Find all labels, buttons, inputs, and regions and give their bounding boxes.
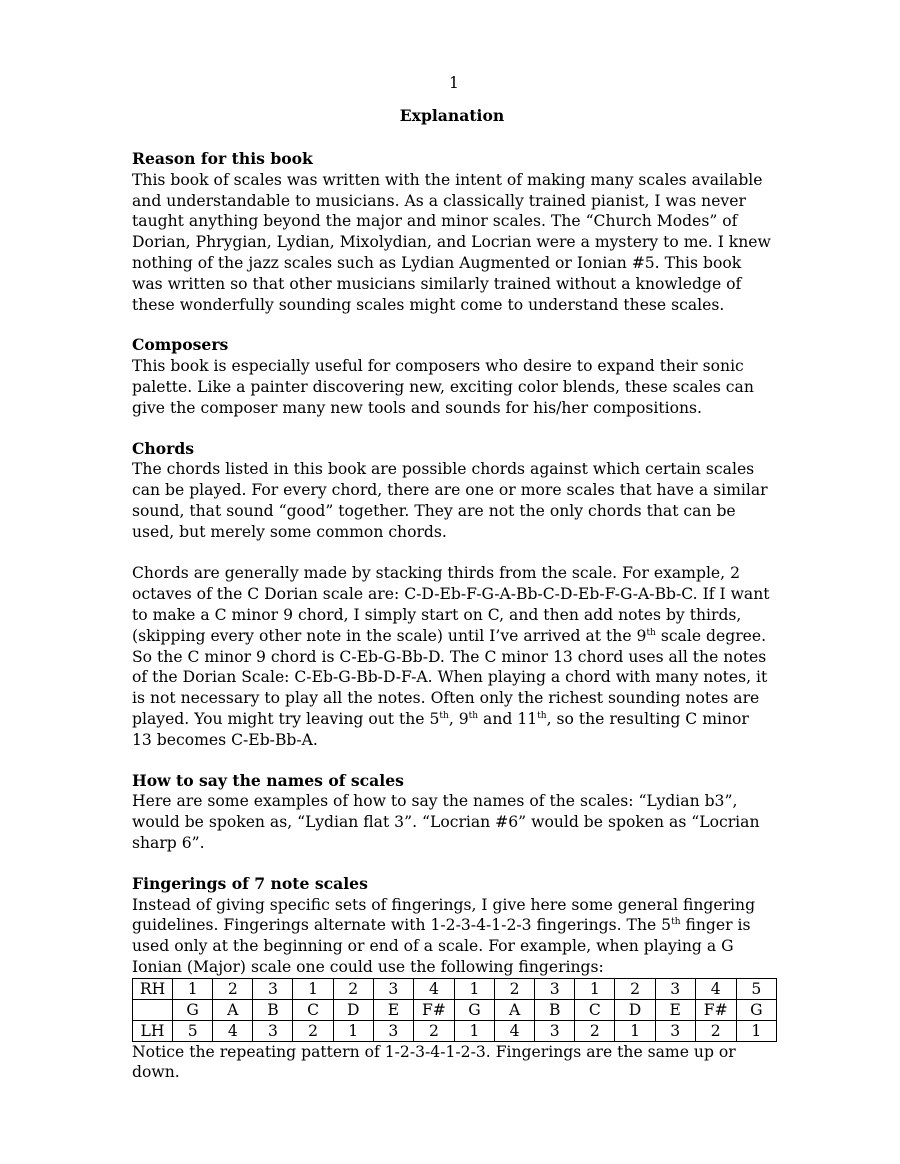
section-text-names: Here are some examples of how to say the names of the scales: “Lydian b3”, would be spoken as, “Lydian flat 3”. “Locrian #6” would be spoken as “Locrian sharp 6”. (132, 792, 760, 852)
table-cell: B (535, 999, 575, 1020)
table-row-lh (133, 1020, 777, 1041)
section-composers (132, 335, 772, 418)
section-names (132, 771, 772, 854)
table-cell: 1 (454, 978, 494, 999)
table-cell: C (293, 999, 333, 1020)
table-cell: G (736, 999, 776, 1020)
table-cell: 1 (293, 978, 333, 999)
table-cell: 4 (213, 1020, 253, 1041)
section-text-composers: This book is especially useful for composers who desire to expand their sonic palette. Like a painter discovering new, exciting color blends, these scales can give the composer many new tools and sounds for his/her compositions. (132, 357, 754, 417)
table-cell: A (213, 999, 253, 1020)
table-cell: 1 (575, 978, 615, 999)
chords-text-part: Chords are generally made by stacking thirds from the scale. For example, 2 octaves of the C Dorian scale are: C-D-Eb-F-G-A-Bb-C-D-Eb-F-G-A-Bb-C. If I want to make a C minor 9 chord, I simply start on C, and then add notes by thirds, (skipping every other note in the scale) until I’ve arrived at the 9 (132, 564, 770, 645)
section-heading-names: How to say the names of scales (132, 770, 404, 790)
table-cell: 2 (575, 1020, 615, 1041)
table-cell: E (373, 999, 413, 1020)
table-cell: F# (695, 999, 736, 1020)
table-cell: E (655, 999, 695, 1020)
ordinal-superscript: th (537, 710, 547, 721)
table-cell: D (615, 999, 655, 1020)
row-label-rh: RH (133, 978, 173, 999)
chords-text-part: , so the resulting C minor 13 becomes C-Eb-Bb-A. (132, 709, 749, 749)
table-cell: 2 (293, 1020, 333, 1041)
row-label-lh: LH (133, 1020, 173, 1041)
fingerings-text-part: Instead of giving specific sets of fingerings, I give here some general fingering guidelines. Fingerings alternate with 1-2-3-4-1-2-3 fingerings. The 5 (132, 895, 756, 935)
fingerings-note: Notice the repeating pattern of 1-2-3-4-1-2-3. Fingerings are the same up or down. (132, 1042, 736, 1082)
table-row-rh (133, 978, 777, 999)
table-cell: B (253, 999, 293, 1020)
document-page (132, 72, 772, 1083)
table-cell: 2 (213, 978, 253, 999)
table-cell: G (454, 999, 494, 1020)
section-reason (132, 149, 772, 315)
table-cell: A (495, 999, 535, 1020)
chords-text-part: scale degree. So the C minor 9 chord is C-Eb-G-Bb-D. The C minor 13 chord uses all the notes of the Dorian Scale: C-Eb-G-Bb-D-F-A. When playing a chord with many notes, it is not necessary to play all the notes. Often only the richest sounding notes are played. You might try leaving out the 5 (132, 626, 768, 728)
section-heading-chords: Chords (132, 438, 195, 458)
section-heading-reason: Reason for this book (132, 149, 313, 168)
table-cell: 3 (373, 978, 413, 999)
table-cell: 4 (413, 978, 454, 999)
table-cell: 1 (173, 978, 213, 999)
fingering-table (132, 978, 777, 1042)
section-text-reason: This book of scales was written with the intent of making many scales available and understandable to musicians. As a classically trained pianist, I was never taught anything beyond the major and minor scales. The “Church Modes” of Dorian, Phrygian, Lydian, Mixolydian, and Locrian were a mystery to me. I knew nothing of the jazz scales such as Lydian Augmented or Ionian #5. This book was written so that other musicians similarly trained without a knowledge of these wonderfully sounding scales might come to understand these scales. (132, 170, 771, 314)
table-cell: F# (413, 999, 454, 1020)
table-cell: 2 (695, 1020, 736, 1041)
table-cell: 1 (736, 1020, 776, 1041)
ordinal-superscript: th (468, 710, 479, 721)
table-cell: 3 (655, 1020, 695, 1041)
row-label-notes (133, 999, 173, 1020)
table-cell: 2 (333, 978, 373, 999)
table-cell: 1 (454, 1020, 494, 1041)
table-cell: 2 (495, 978, 535, 999)
ordinal-superscript: th (671, 917, 681, 928)
table-cell: C (575, 999, 615, 1020)
table-cell: 3 (535, 978, 575, 999)
section-fingerings (132, 874, 772, 1084)
table-cell: 5 (173, 1020, 213, 1041)
section-heading-composers: Composers (132, 335, 229, 355)
chords-text-part: , 9 (448, 709, 469, 728)
table-cell: 3 (373, 1020, 413, 1041)
table-cell: 2 (413, 1020, 454, 1041)
table-cell: 1 (333, 1020, 373, 1041)
table-cell: 5 (736, 978, 776, 999)
table-cell: 3 (253, 978, 293, 999)
table-cell: G (173, 999, 213, 1020)
table-cell: 3 (253, 1020, 293, 1041)
section-text-fingerings (132, 895, 772, 978)
table-cell: 2 (615, 978, 655, 999)
table-cell: 3 (655, 978, 695, 999)
fingerings-text-part: finger is used only at the beginning or end of a scale. For example, when playing a G Ionian (Major) scale one could use the following fingerings: (132, 916, 751, 976)
table-row-notes (133, 999, 777, 1020)
chords-text-part: and 11 (478, 709, 538, 728)
chords-paragraph-1: The chords listed in this book are possible chords against which certain scales can be played. For every chord, there are one or more scales that have a similar sound, that sound “good” together. They are not the only chords that can be used, but merely some common chords. (132, 460, 768, 541)
chords-paragraph-2 (132, 563, 772, 750)
page-title: Explanation (399, 106, 505, 125)
table-cell: 3 (535, 1020, 575, 1041)
ordinal-superscript: th (439, 710, 449, 721)
ordinal-superscript: th (646, 627, 656, 638)
page-number: 1 (449, 74, 459, 92)
table-cell: D (333, 999, 373, 1020)
table-cell: 1 (615, 1020, 655, 1041)
section-heading-fingerings: Fingerings of 7 note scales (132, 873, 368, 893)
table-cell: 4 (495, 1020, 535, 1041)
table-cell: 4 (695, 978, 736, 999)
section-chords (132, 439, 772, 751)
